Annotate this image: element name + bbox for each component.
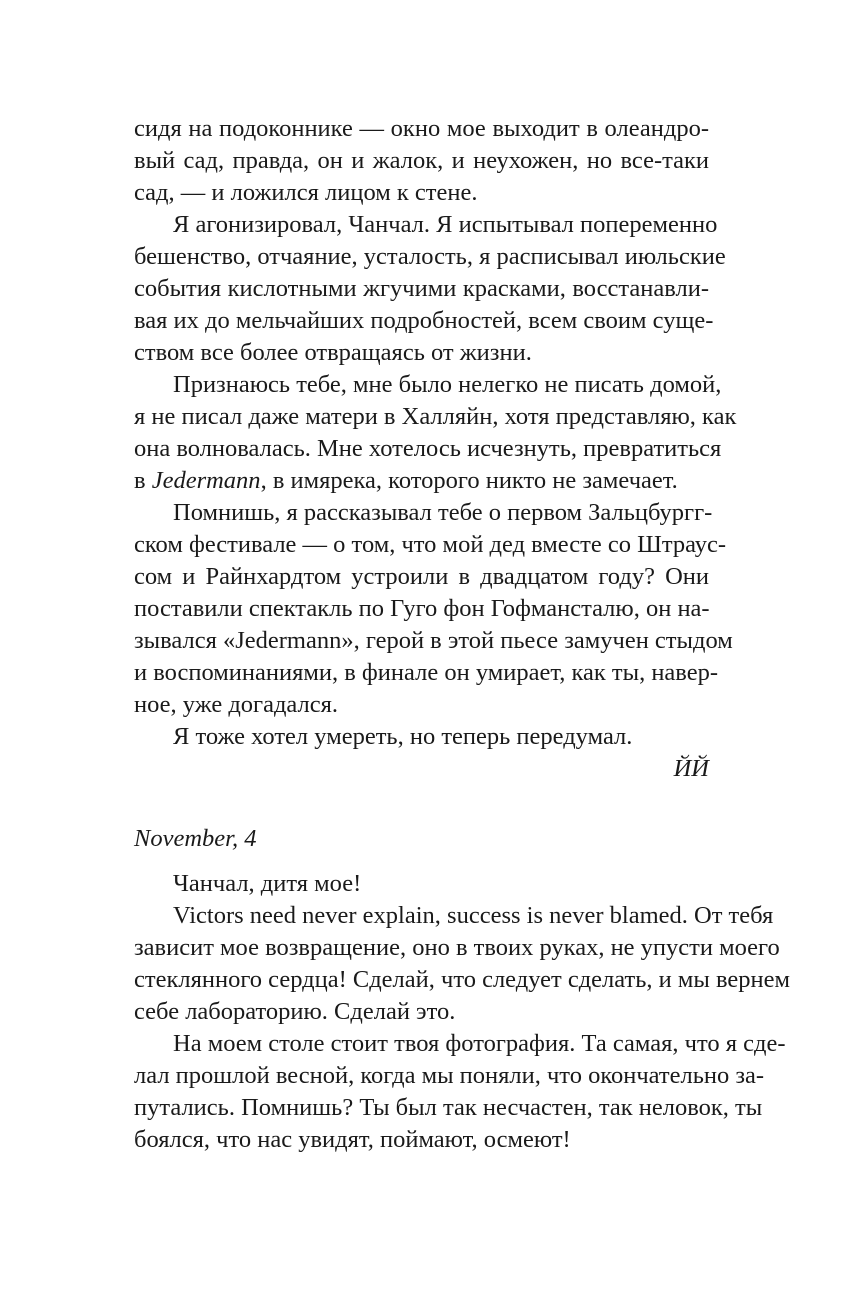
text-line: ством все более отвращаясь от жизни. [134, 339, 532, 366]
text-line: боялся, что нас увидят, поймают, осмеют! [134, 1126, 571, 1153]
text-line: Я тоже хотел умереть, но теперь передумал. [173, 723, 633, 750]
italic-term: Jedermann [151, 467, 261, 494]
text-line: поставили спектакль по Гуго фон Гофмансталю, он на- [134, 595, 710, 622]
text-fragment: , в имярека, которого никто не замечает. [260, 467, 678, 494]
text-line: Чанчал, дитя мое! [173, 870, 362, 897]
text-line: зависит мое возвращение, оно в твоих руках, не упусти моего [134, 934, 780, 961]
text-line: я не писал даже матери в Халляйн, хотя представляю, как [134, 403, 737, 430]
text-line: Victors need never explain, success is never blamed. От тебя [173, 902, 774, 929]
text-line: сад, — и ложился лицом к стене. [134, 179, 478, 206]
text-line: путались. Помнишь? Ты был так несчастен, так неловок, ты [134, 1094, 763, 1121]
text-line: Помнишь, я рассказывал тебе о первом Зальцбургг- [173, 499, 713, 526]
text-line: вая их до мельчайших подробностей, всем своим суще- [134, 307, 714, 334]
text-line: Признаюсь тебе, мне было нелегко не писать домой, [173, 371, 722, 398]
letter-date: November, 4 [134, 825, 257, 852]
text-line: бешенство, отчаяние, усталость, я расписывал июльские [134, 243, 726, 270]
text-fragment: в [134, 467, 152, 494]
text-line: сом и Райнхардтом устроили в двадцатом году? Они [134, 563, 709, 590]
text-line: сидя на подоконнике — окно мое выходит в олеандро- [134, 115, 709, 142]
text-line: зывался «Jedermann», герой в этой пьесе замучен стыдом [134, 627, 733, 654]
text-line: На моем столе стоит твоя фотография. Та самая, что я сде- [173, 1030, 786, 1057]
text-line: ное, уже догадался. [134, 691, 339, 718]
text-line: вый сад, правда, он и жалок, и неухожен, но все-таки [134, 147, 709, 174]
text-line: события кислотными жгучими красками, восстанавли- [134, 275, 709, 302]
text-line: ском фестивале — о том, что мой дед вместе со Штраус- [134, 531, 727, 558]
text-line: себе лабораторию. Сделай это. [134, 998, 456, 1025]
text-line: лал прошлой весной, когда мы поняли, что окончательно за- [134, 1062, 765, 1089]
text-line: стеклянного сердца! Сделай, что следует сделать, и мы вернем [134, 966, 790, 993]
text-line [134, 465, 709, 497]
signature: ЙЙ [673, 755, 709, 782]
text-line: Я агонизировал, Чанчал. Я испытывал попеременно [173, 211, 718, 238]
text-line: и воспоминаниями, в финале он умирает, как ты, навер- [134, 659, 719, 686]
text-line: она волновалась. Мне хотелось исчезнуть, превратиться [134, 435, 722, 462]
